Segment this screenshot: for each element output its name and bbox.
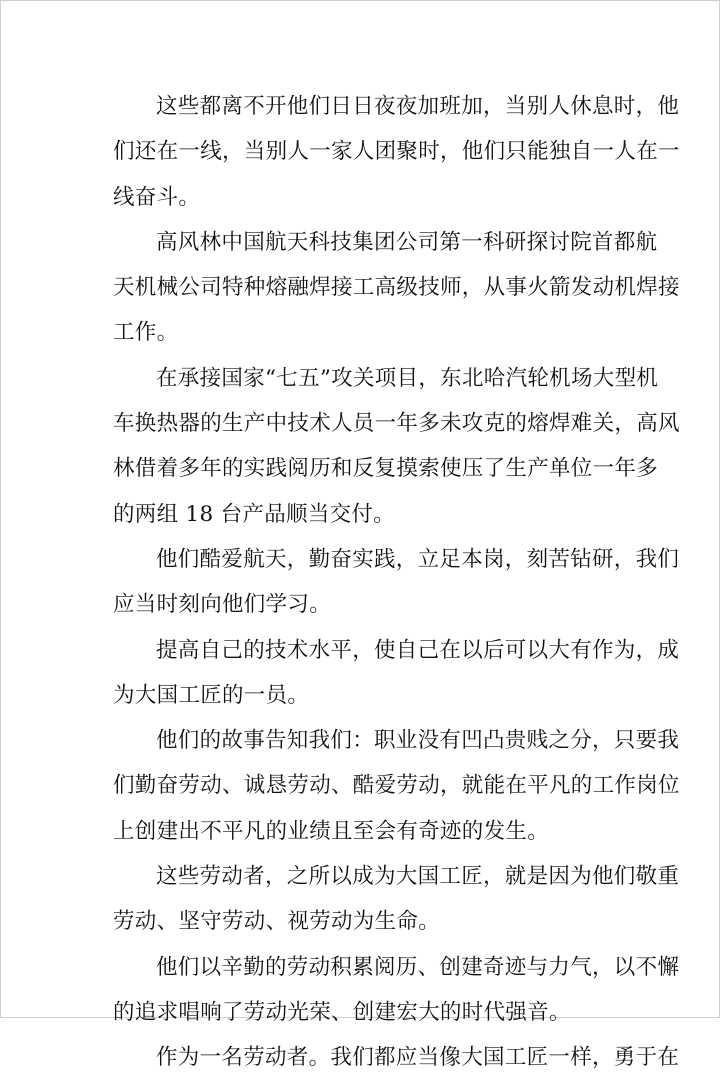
paragraph xyxy=(113,628,680,719)
paragraph xyxy=(113,537,680,628)
paragraph xyxy=(113,945,680,1036)
text-line: 应当时刻向他们学习。 xyxy=(113,592,332,618)
paragraph xyxy=(113,356,680,537)
text-line: 这些都离不开他们日日夜夜加班加，当别人休息时，他 xyxy=(156,94,680,119)
text-line: 他们酷爱航天，勤奋实践，立足本岗，刻苦钻研，我们 xyxy=(156,546,680,572)
text-line: 这些劳动者，之所以成为大国工匠，就是因为他们敬重 xyxy=(156,864,680,890)
text-line: 工作。 xyxy=(113,320,179,346)
text-line: 劳动、坚守劳动、视劳动为生命。 xyxy=(113,909,441,935)
text-line: 上创建出不平凡的业绩且至会有奇迹的发生。 xyxy=(113,818,550,844)
text-line: 提高自己的技术水平，使自己在以后可以大有作为，成 xyxy=(156,637,680,663)
document-body xyxy=(113,84,680,1081)
text-line: 们还在一线，当别人一家人团聚时，他们只能独自一人在一 xyxy=(113,139,680,165)
text-line: 线奋斗。 xyxy=(113,184,201,210)
text-line: 他们以辛勤的劳动积累阅历、创建奇迹与力气，以不懈 xyxy=(156,954,680,980)
paragraph xyxy=(113,220,680,356)
text-line: 高风林中国航天科技集团公司第一科研探讨院首都航 xyxy=(156,229,658,255)
text-line: 车换热器的生产中技术人员一年多未攻克的熔焊难关，高风 xyxy=(113,411,680,437)
text-line: 作为一名劳动者。我们都应当像大国工匠一样，勇于在 xyxy=(156,1045,680,1071)
text-line: 天机械公司特种熔融焊接工高级技师，从事火箭发动机焊接 xyxy=(113,275,680,301)
paragraph xyxy=(113,718,680,854)
text-line: 为大国工匠的一员。 xyxy=(113,682,310,708)
text-line: 的追求唱响了劳动光荣、创建宏大的时代强音。 xyxy=(113,999,571,1025)
paragraph xyxy=(113,84,680,220)
text-line: 林借着多年的实践阅历和反复摸索使压了生产单位一年多 xyxy=(113,456,659,482)
text-line: 们勤奋劳动、诚恳劳动、酷爱劳动，就能在平凡的工作岗位 xyxy=(113,773,680,799)
text-line: 他们的故事告知我们：职业没有凹凸贵贱之分，只要我 xyxy=(156,728,680,754)
text-line: 的两组 18 台产品顺当交付。 xyxy=(113,501,396,527)
paragraph xyxy=(113,1035,680,1080)
text-line: 在承接国家“七五”攻关项目，东北哈汽轮机场大型机 xyxy=(156,365,659,391)
paragraph xyxy=(113,854,680,945)
